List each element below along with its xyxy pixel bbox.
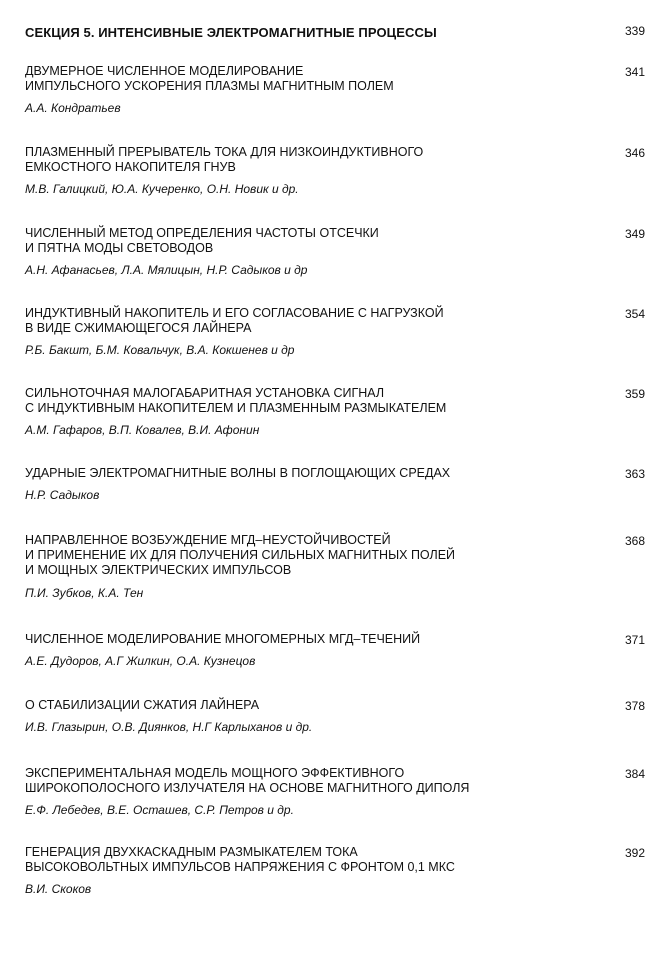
entry-title: ГЕНЕРАЦИЯ ДВУХКАСКАДНЫМ РАЗМЫКАТЕЛЕМ ТОКА ВЫСОКОВОЛЬТНЫХ ИМПУЛЬСОВ НАПРЯЖЕНИЯ С ФРОНТОМ 0,1 МКС [25,845,455,875]
entry-title: ДВУМЕРНОЕ ЧИСЛЕННОЕ МОДЕЛИРОВАНИЕ ИМПУЛЬСНОГО УСКОРЕНИЯ ПЛАЗМЫ МАГНИТНЫМ ПОЛЕМ [25,64,394,94]
toc-entry [25,766,645,817]
toc-entry [25,306,645,357]
entry-page-number: 392 [624,846,645,860]
toc-entry [25,386,645,437]
entry-authors: П.И. Зубков, К.А. Тен [25,585,144,600]
entry-page-number: 341 [624,65,645,79]
section-header [25,24,645,44]
entry-title: НАПРАВЛЕННОЕ ВОЗБУЖДЕНИЕ МГД–НЕУСТОЙЧИВОСТЕЙ И ПРИМЕНЕНИЕ ИХ ДЛЯ ПОЛУЧЕНИЯ СИЛЬНЫХ МАГНИТНЫХ ПОЛЕЙ И МОЩНЫХ ЭЛЕКТРИЧЕСКИХ ИМПУЛЬСОВ [25,533,456,578]
entry-authors: А.Е. Дудоров, А.Г Жилкин, О.А. Кузнецов [25,654,256,669]
entry-page-number: 371 [624,633,645,647]
toc-entry [25,145,645,196]
entry-page-number: 368 [624,534,645,548]
entry-page-number: 349 [624,227,645,241]
entry-authors: М.В. Галицкий, Ю.А. Кучеренко, О.Н. Новик и др. [25,182,299,197]
entry-title: ЭКСПЕРИМЕНТАЛЬНАЯ МОДЕЛЬ МОЩНОГО ЭФФЕКТИВНОГО ШИРОКОПОЛОСНОГО ИЗЛУЧАТЕЛЯ НА ОСНОВЕ МАГНИТНОГО ДИПОЛЯ [25,766,470,796]
entry-authors: А.М. Гафаров, В.П. Ковалев, В.И. Афонин [25,423,260,438]
toc-entry [25,698,645,734]
toc-entry [25,845,645,896]
toc-entry [25,632,645,668]
toc-entry [25,466,645,502]
entry-page-number: 346 [624,146,645,160]
section-title: СЕКЦИЯ 5. ИНТЕНСИВНЫЕ ЭЛЕКТРОМАГНИТНЫЕ ПРОЦЕССЫ [25,25,437,40]
entry-title: ПЛАЗМЕННЫЙ ПРЕРЫВАТЕЛЬ ТОКА ДЛЯ НИЗКОИНДУКТИВНОГО ЕМКОСТНОГО НАКОПИТЕЛЯ ГНУВ [25,145,424,175]
entry-title: УДАРНЫЕ ЭЛЕКТРОМАГНИТНЫЕ ВОЛНЫ В ПОГЛОЩАЮЩИХ СРЕДАХ [25,466,451,480]
entry-title: О СТАБИЛИЗАЦИИ СЖАТИЯ ЛАЙНЕРА [25,698,260,712]
toc-entry [25,226,645,277]
entry-title: ЧИСЛЕННОЕ МОДЕЛИРОВАНИЕ МНОГОМЕРНЫХ МГД–ТЕЧЕНИЙ [25,632,421,646]
entry-authors: Е.Ф. Лебедев, В.Е. Осташев, С.Р. Петров и др. [25,803,294,818]
entry-title: ИНДУКТИВНЫЙ НАКОПИТЕЛЬ И ЕГО СОГЛАСОВАНИЕ С НАГРУЗКОЙ В ВИДЕ СЖИМАЮЩЕГОСЯ ЛАЙНЕРА [25,306,444,336]
entry-authors: Р.Б. Бакшт, Б.М. Ковальчук, В.А. Кокшенев и др [25,343,295,358]
entry-page-number: 378 [624,699,645,713]
toc-entry [25,64,645,115]
entry-page-number: 359 [624,387,645,401]
entry-authors: И.В. Глазырин, О.В. Диянков, Н.Г Карлыханов и др. [25,720,313,735]
entry-authors: В.И. Скоков [25,882,92,897]
entry-title: ЧИСЛЕННЫЙ МЕТОД ОПРЕДЕЛЕНИЯ ЧАСТОТЫ ОТСЕЧКИ И ПЯТНА МОДЫ СВЕТОВОДОВ [25,226,379,256]
entry-authors: А.Н. Афанасьев, Л.А. Мялицын, Н.Р. Садыков и др [25,263,308,278]
entry-authors: А.А. Кондратьев [25,101,121,116]
entry-authors: Н.Р. Садыков [25,488,100,503]
section-page-number: 339 [624,24,645,38]
entry-page-number: 384 [624,767,645,781]
toc-entry [25,533,645,600]
entry-page-number: 363 [624,467,645,481]
entry-title: СИЛЬНОТОЧНАЯ МАЛОГАБАРИТНАЯ УСТАНОВКА СИГНАЛ С ИНДУКТИВНЫМ НАКОПИТЕЛЕМ И ПЛАЗМЕННЫМ РАЗМЫКАТЕЛЕМ [25,386,447,416]
entry-page-number: 354 [624,307,645,321]
